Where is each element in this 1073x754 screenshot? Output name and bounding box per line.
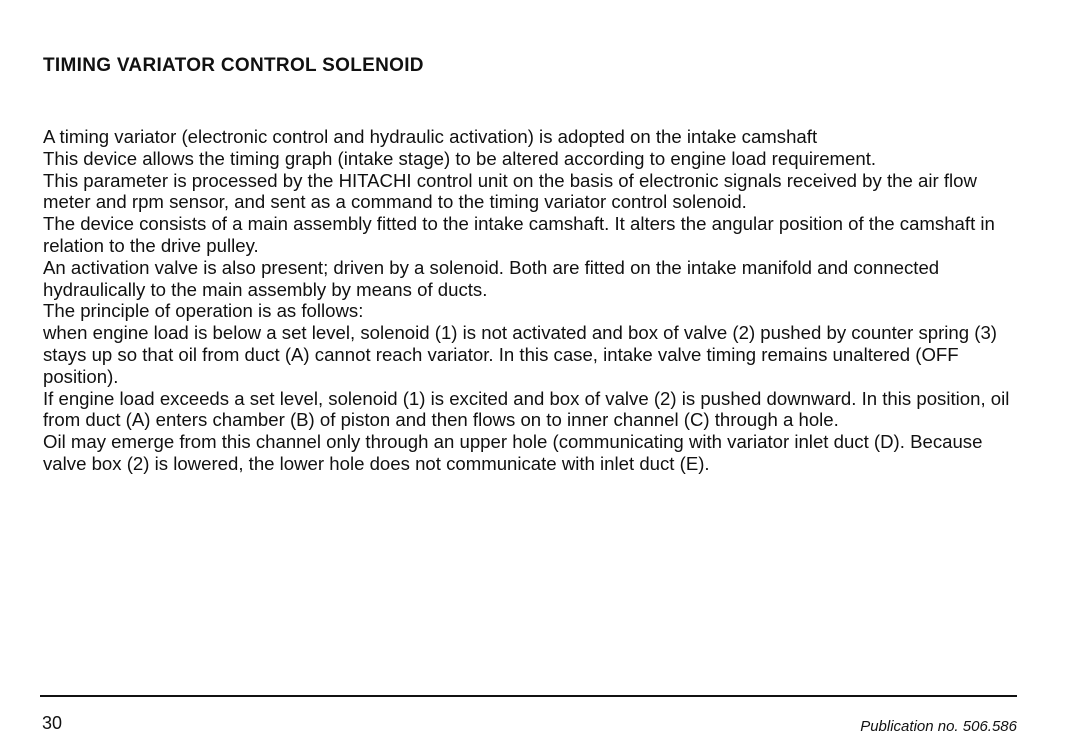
paragraph: An activation valve is also present; driven by a solenoid. Both are fitted on the intake manifold and connected hydraulically to the main assembly by means of ducts. <box>43 256 940 300</box>
paragraph: The device consists of a main assembly fitted to the intake camshaft. It alters the angular position of the camshaft in relation to the drive pulley. <box>43 213 995 256</box>
paragraph: The principle of operation is as follows: <box>43 300 364 322</box>
footer-divider <box>40 695 1017 697</box>
body-text <box>43 126 1018 475</box>
page-number: 30 <box>42 713 63 733</box>
paragraph: This device allows the timing graph (intake stage) to be altered according to engine load requirement. <box>43 147 877 169</box>
page-title: TIMING VARIATOR CONTROL SOLENOID <box>43 55 424 76</box>
paragraph: If engine load exceeds a set level, solenoid (1) is excited and box of valve (2) is pushed downward. In this position, oil from duct (A) enters chamber (B) of piston and then flows on to inner channel (C) through a hole. <box>43 387 1010 431</box>
paragraph: This parameter is processed by the HITACHI control unit on the basis of electronic signals received by the air flow meter and rpm sensor, and sent as a command to the timing variator control solenoid. <box>43 169 977 213</box>
paragraph: A timing variator (electronic control and hydraulic activation) is adopted on the intake camshaft <box>43 126 818 147</box>
paragraph: Oil may emerge from this channel only through an upper hole (communicating with variator inlet duct (D). Because valve box (2) is lowered, the lower hole does not communicate with inlet duct (E). <box>43 431 983 474</box>
publication-number: Publication no. 506.586 <box>860 718 1017 735</box>
paragraph: when engine load is below a set level, solenoid (1) is not activated and box of valve (2) pushed by counter spring (3) stays up so that oil from duct (A) cannot reach variator. In this case, intake valve timing remains unaltered (OFF position). <box>43 322 998 387</box>
